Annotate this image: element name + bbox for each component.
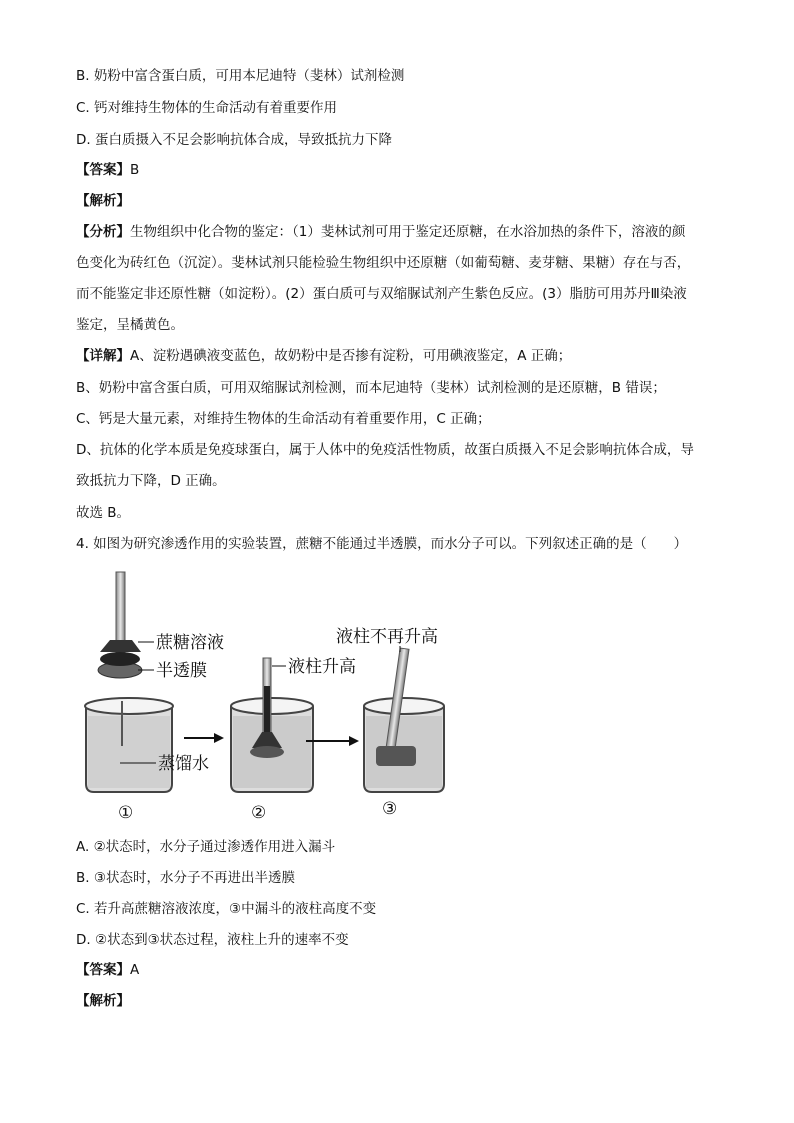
osmosis-figure xyxy=(76,566,476,828)
conclusion: 故选 B。 xyxy=(76,505,131,521)
fenxi-tag: 【分析】 xyxy=(76,224,130,240)
label-distilled-water: 蒸馏水 xyxy=(158,754,209,774)
state-2-label: ② xyxy=(251,803,267,823)
state-1-label: ① xyxy=(118,803,134,823)
beaker-3 xyxy=(364,648,444,792)
option-c-text: C. 钙对维持生物体的生命活动有着重要作用 xyxy=(76,100,338,116)
beaker-2 xyxy=(231,658,313,792)
option-b-text: B. 奶粉中富含蛋白质，可用本尼迪特（斐林）试剂检测 xyxy=(76,68,405,84)
option-c: C. 若升高蔗糖溶液浓度，③中漏斗的液柱高度不变 xyxy=(76,901,377,917)
fenxi-line-3: 而不能鉴定非还原性糖（如淀粉）。(2）蛋白质可与双缩脲试剂产生紫色反应。(3）脂肪可用苏丹Ⅲ染液 xyxy=(76,286,687,302)
answer-value: B xyxy=(130,162,140,178)
xiangjie-line-d1: D、抗体的化学本质是免疫球蛋白，属于人体中的免疫活性物质，故蛋白质摄入不足会影响抗体合成，导 xyxy=(76,442,694,458)
fenxi-line-4: 鉴定，呈橘黄色。 xyxy=(76,317,184,333)
xiangjie-line-a xyxy=(76,347,571,365)
answer-line-2 xyxy=(76,961,139,979)
answer-value-2: A xyxy=(130,962,140,978)
option-d: D. ②状态到③状态过程，液柱上升的速率不变 xyxy=(76,932,349,948)
xiangjie-tag: 【详解】 xyxy=(76,348,130,364)
funnel-1 xyxy=(98,572,142,678)
label-column-rise: 液柱升高 xyxy=(288,657,356,677)
question-4: 4. 如图为研究渗透作用的实验装置，蔗糖不能通过半透膜，而水分子可以。下列叙述正确的是（ ） xyxy=(76,536,688,552)
analysis-heading: 【解析】 xyxy=(76,193,130,209)
analysis-heading-2: 【解析】 xyxy=(76,993,130,1009)
beaker-1 xyxy=(85,698,173,792)
option-a: A. ②状态时，水分子通过渗透作用进入漏斗 xyxy=(76,839,336,855)
option-d-text: D. 蛋白质摄入不足会影响抗体合成，导致抵抗力下降 xyxy=(76,132,392,148)
label-sucrose-solution: 蔗糖溶液 xyxy=(156,633,224,653)
label-semipermeable-membrane: 半透膜 xyxy=(156,661,207,681)
answer-tag-2: 【答案】 xyxy=(76,962,130,978)
xiangjie-line-b: B、奶粉中富含蛋白质，可用双缩脲试剂检测，而本尼迪特（斐林）试剂检测的是还原糖，B 错误； xyxy=(76,380,666,396)
fenxi-text-1: 生物组织中化合物的鉴定：（1）斐林试剂可用于鉴定还原糖，在水浴加热的条件下，溶液的颜 xyxy=(130,224,686,240)
fenxi-line-2: 色变化为砖红色（沉淀）。斐林试剂只能检验生物组织中还原糖（如葡萄糖、麦芽糖、果糖）存在与否， xyxy=(76,255,691,271)
fenxi-line-1 xyxy=(76,223,685,241)
answer-tag: 【答案】 xyxy=(76,162,130,178)
xiangjie-text-a: A、淀粉遇碘液变蓝色，故奶粉中是否掺有淀粉，可用碘液鉴定，A 正确； xyxy=(130,348,572,364)
xiangjie-line-d2: 致抵抗力下降，D 正确。 xyxy=(76,473,226,489)
label-column-no-rise: 液柱不再升高 xyxy=(336,627,438,647)
state-3-label: ③ xyxy=(382,799,398,819)
xiangjie-line-c: C、钙是大量元素，对维持生物体的生命活动有着重要作用，C 正确； xyxy=(76,411,491,427)
option-b: B. ③状态时，水分子不再进出半透膜 xyxy=(76,870,295,886)
answer-line xyxy=(76,161,139,179)
